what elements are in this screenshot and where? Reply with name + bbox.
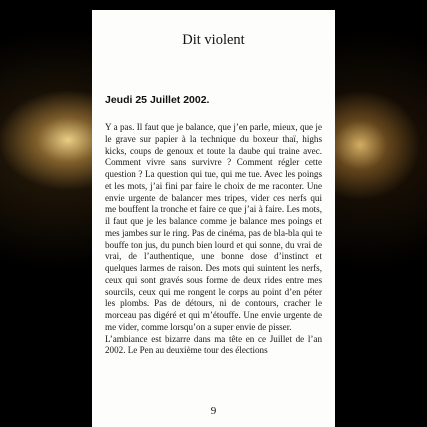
body-text [105, 122, 322, 357]
page-number: 9 [210, 405, 217, 417]
body-paragraph: L’ambiance est bizarre dans ma tête en ce Juillet de l’an 2002. Le Pen au deuxième tour des élections [105, 333, 322, 356]
book-page [92, 10, 335, 427]
entry-date-heading: Jeudi 25 Juillet 2002. [105, 94, 210, 106]
book-title: Dit violent [182, 32, 245, 48]
body-paragraph: Y a pas. Il faut que je balance, que j’en parle, mieux, que je le grave sur papier à la technique du boxeur thaï, highs kicks, coups de genoux et toute la daube qui traine avec. Comment vivre sans survivre ? Comment régler cette question ? La question qui tue, qui me tue. Avec les poings et les mots, j’ai fini par faire le choix de me raconter. Une envie urgente de balancer mes tripes, vider ces nerfs qui me bouffent la tronche et faire ce que j’ai à faire. Les mots, il faut que je les balance comme je balance mes poings et mes jambes sur le ring. Pas de cinéma, pas de bla-bla qui te bouffe ton jus, du punch bien lourd et qui sonne, du vrai de vrai, de l’authentique, une bonne dose d’instinct et quelques larmes de raison. Des mots qui suintent les nerfs, ceux qui sont gravés sous forme de deux rides entre mes sourcils, ceux qui me rongent le corps au point d’en péter les plombs. Pas de détours, ni de contours, cracher le morceau pas digéré et qui m’étouffe. Une envie urgente de me vider, comme lorsqu’on a super envie de pisser. [105, 122, 322, 332]
